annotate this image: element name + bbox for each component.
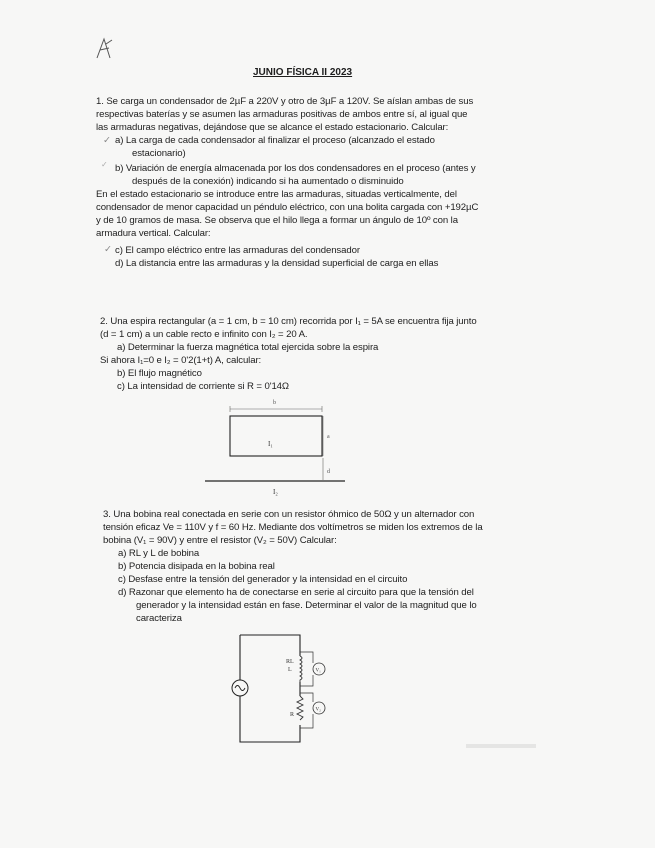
inductor-coil-icon bbox=[300, 656, 302, 682]
label-v2: V₂ bbox=[315, 707, 321, 713]
label-l: L bbox=[288, 667, 292, 673]
p3-item-b: b) Potencia disipada en la bobina real bbox=[118, 561, 275, 572]
p1-item-b-cont: después de la conexión) indicando si ha aumentado o disminuido bbox=[132, 176, 404, 187]
label-d: d bbox=[327, 469, 330, 475]
p3-item-a: a) RL y L de bobina bbox=[118, 548, 200, 559]
checkmark-icon: ✓ bbox=[101, 160, 108, 169]
handwritten-mark-icon bbox=[94, 36, 116, 62]
label-i1: I₁ bbox=[268, 440, 273, 448]
loop-wire-diagram bbox=[200, 395, 350, 500]
p1-item-a: a) La carga de cada condensador al finalizar el proceso (alcanzado el estado bbox=[115, 135, 435, 146]
label-r: R bbox=[290, 712, 295, 718]
ac-circuit-diagram bbox=[225, 632, 335, 747]
label-v1: V₁ bbox=[315, 668, 321, 674]
p3-line-1: 3. Una bobina real conectada en serie con un resistor óhmico de 50Ω y un alternador con bbox=[103, 509, 475, 520]
checkmark-icon: ✓ bbox=[103, 135, 111, 146]
p1-cont-3: y de 10 gramos de masa. Se observa que el hilo llega a formar un ángulo de 10º con la bbox=[96, 215, 458, 226]
p1-item-c: c) El campo eléctrico entre las armaduras del condensador bbox=[115, 245, 360, 256]
circuit-wire bbox=[240, 635, 300, 742]
p2-item-a: a) Determinar la fuerza magnética total ejercida sobre la espira bbox=[117, 342, 379, 353]
p3-line-2: tensión eficaz Ve = 110V y f = 60 Hz. Mediante dos voltímetros se miden los extremos de la bbox=[103, 522, 483, 533]
p1-item-b: b) Variación de energía almacenada por los dos condensadores en el proceso (antes y bbox=[115, 163, 476, 174]
label-rl: RL bbox=[286, 659, 294, 665]
page-title: JUNIO FÍSICA II 2023 bbox=[253, 67, 353, 78]
p2-item-b: b) El flujo magnético bbox=[117, 368, 202, 379]
rectangular-loop bbox=[230, 416, 322, 456]
p1-line-1: 1. Se carga un condensador de 2µF a 220V y otro de 3µF a 120V. Se aíslan ambas de sus bbox=[96, 96, 474, 107]
resistor-icon bbox=[297, 696, 303, 720]
p3-item-d: d) Razonar que elemento ha de conectarse en serie al circuito para que la tensión del bbox=[118, 587, 474, 598]
p2-si: Si ahora I₁=0 e I₂ = 0'2(1+t) A, calcular: bbox=[100, 355, 262, 366]
scan-smudge bbox=[466, 744, 536, 748]
p1-line-2: respectivas baterías y se asumen las armaduras positivas de ambos entre sí, al igual que bbox=[96, 109, 468, 120]
checkmark-icon: ✓ bbox=[104, 244, 112, 255]
p3-item-d-cont-1: generador y la intensidad están en fase. Determinar el valor de la magnitud que lo bbox=[136, 600, 477, 611]
p3-item-c: c) Desfase entre la tensión del generador y la intensidad en el circuito bbox=[118, 574, 408, 585]
label-a: a bbox=[327, 434, 330, 440]
p2-line-1: 2. Una espira rectangular (a = 1 cm, b = 10 cm) recorrida por I₁ = 5A se encuentra fija junto bbox=[100, 316, 477, 327]
p3-line-3: bobina (V₁ = 90V) y entre el resistor (V₂ = 50V) Calcular: bbox=[103, 535, 337, 546]
p1-cont-2: condensador de menor capacidad un péndulo eléctrico, con una bolita cargada con +192µC bbox=[96, 202, 479, 213]
p1-item-d: d) La distancia entre las armaduras y la densidad superficial de carga en ellas bbox=[115, 258, 439, 269]
p1-item-a-cont: estacionario) bbox=[132, 148, 186, 159]
p2-item-c: c) La intensidad de corriente si R = 0'14Ω bbox=[117, 381, 289, 392]
p2-line-2: (d = 1 cm) a un cable recto e infinito con I₂ = 20 A. bbox=[100, 329, 308, 340]
p1-cont-1: En el estado estacionario se introduce entre las armaduras, situadas verticalmente, del bbox=[96, 189, 457, 200]
p1-cont-4: armadura vertical. Calcular: bbox=[96, 228, 211, 239]
label-b: b bbox=[273, 400, 276, 406]
label-i2: I₂ bbox=[273, 488, 278, 496]
p1-line-3: las armaduras negativas, dejándose que se alcance el estado estacionario. Calcular: bbox=[96, 122, 449, 133]
p3-item-d-cont-2: caracteriza bbox=[136, 613, 182, 624]
